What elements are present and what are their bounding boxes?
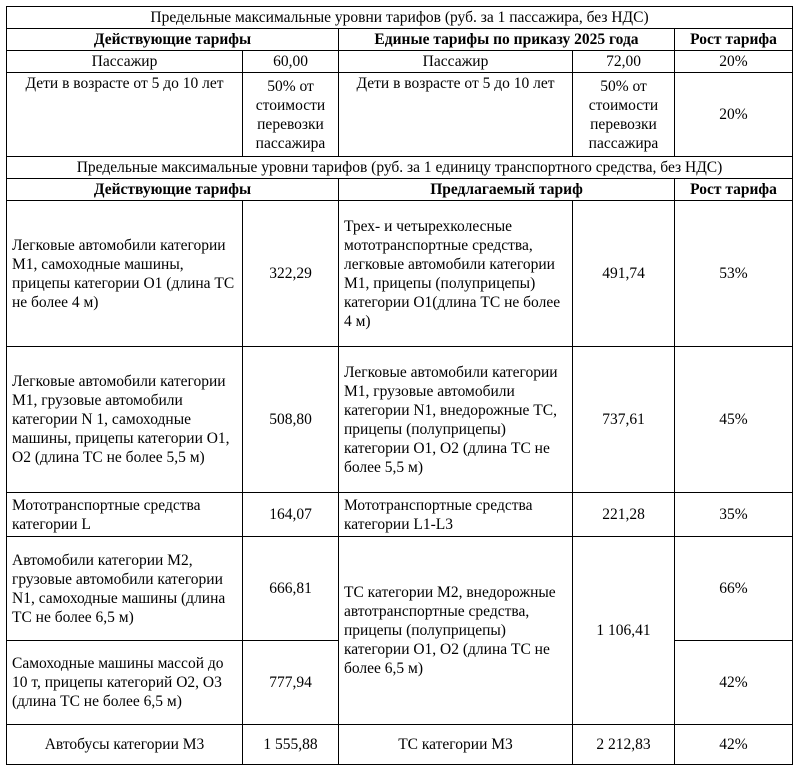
table-row	[7, 537, 793, 641]
new-label: ТС категории М2, внедорожные автотранспортные средства, прицепы (полуприцепы) категории О1, О2 (длина ТС не более 6,5 м)	[339, 537, 573, 725]
new-label: ТС категории М3	[339, 725, 573, 765]
passenger-section-title: Предельные максимальные уровни тарифов (руб. за 1 пассажира, без НДС)	[7, 7, 793, 29]
vehicle-header-row	[7, 179, 793, 201]
table-row	[7, 725, 793, 765]
current-value: 1 555,88	[243, 725, 339, 765]
current-label: Легковые автомобили категории М1, самоходные машины, прицепы категории О1 (длина ТС не более 4 м)	[7, 201, 243, 347]
growth-value: 53%	[675, 201, 793, 347]
current-label: Дети в возрасте от 5 до 10 лет	[7, 73, 243, 157]
current-label: Легковые автомобили категории М1, грузовые автомобили категории N 1, самоходные машины, прицепы категории О1, О2 (длина ТС не более 5,5 м)	[7, 347, 243, 493]
new-label: Легковые автомобили категории М1, грузовые автомобили категории N1, внедорожные ТС, прицепы (полуприцепы) категории О1, О2 (длина ТС не более 5,5 м)	[339, 347, 573, 493]
current-label: Мототранспортные средства категории L	[7, 493, 243, 537]
vehicle-section-title-row	[7, 157, 793, 179]
header-current-tariffs: Действующие тарифы	[7, 29, 339, 51]
tariffs-table	[6, 6, 793, 765]
header-unified-tariffs: Единые тарифы по приказу 2025 года	[339, 29, 675, 51]
growth-value: 45%	[675, 347, 793, 493]
table-row	[7, 493, 793, 537]
new-label: Пассажир	[339, 51, 573, 73]
new-value: 737,61	[573, 347, 675, 493]
new-value: 72,00	[573, 51, 675, 73]
current-value: 508,80	[243, 347, 339, 493]
new-value: 2 212,83	[573, 725, 675, 765]
new-value: 50% от стоимости перевозки пассажира	[573, 73, 675, 157]
new-value: 1 106,41	[573, 537, 675, 725]
growth-value: 35%	[675, 493, 793, 537]
table-row	[7, 347, 793, 493]
header-current-tariffs: Действующие тарифы	[7, 179, 339, 201]
growth-value: 42%	[675, 641, 793, 725]
vehicle-section-title: Предельные максимальные уровни тарифов (руб. за 1 единицу транспортного средства, без НДС)	[7, 157, 793, 179]
passenger-section-title-row	[7, 7, 793, 29]
growth-value: 42%	[675, 725, 793, 765]
header-tariff-growth: Рост тарифа	[675, 29, 793, 51]
current-label: Автобусы категории М3	[7, 725, 243, 765]
growth-value: 66%	[675, 537, 793, 641]
current-value: 777,94	[243, 641, 339, 725]
header-proposed-tariff: Предлагаемый тариф	[339, 179, 675, 201]
current-label: Самоходные машины массой до 10 т, прицепы категорий О2, О3 (длина ТС не более 6,5 м)	[7, 641, 243, 725]
current-value: 666,81	[243, 537, 339, 641]
current-value: 164,07	[243, 493, 339, 537]
table-row	[7, 51, 793, 73]
new-label: Дети в возрасте от 5 до 10 лет	[339, 73, 573, 157]
growth-value: 20%	[675, 51, 793, 73]
current-value: 60,00	[243, 51, 339, 73]
current-value: 322,29	[243, 201, 339, 347]
current-value: 50% от стоимости перевозки пассажира	[243, 73, 339, 157]
table-row	[7, 201, 793, 347]
new-value: 491,74	[573, 201, 675, 347]
new-label: Мототранспортные средства категории L1-L3	[339, 493, 573, 537]
new-value: 221,28	[573, 493, 675, 537]
new-label: Трех- и четырехколесные мототранспортные средства, легковые автомобили категории М1, прицепы (полуприцепы) категории О1(длина ТС не более 4 м)	[339, 201, 573, 347]
growth-value: 20%	[675, 73, 793, 157]
table-row	[7, 73, 793, 157]
current-label: Пассажир	[7, 51, 243, 73]
passenger-header-row	[7, 29, 793, 51]
current-label: Автомобили категории М2, грузовые автомобили категории N1, самоходные машины (длина ТС не более 6,5 м)	[7, 537, 243, 641]
header-tariff-growth: Рост тарифа	[675, 179, 793, 201]
